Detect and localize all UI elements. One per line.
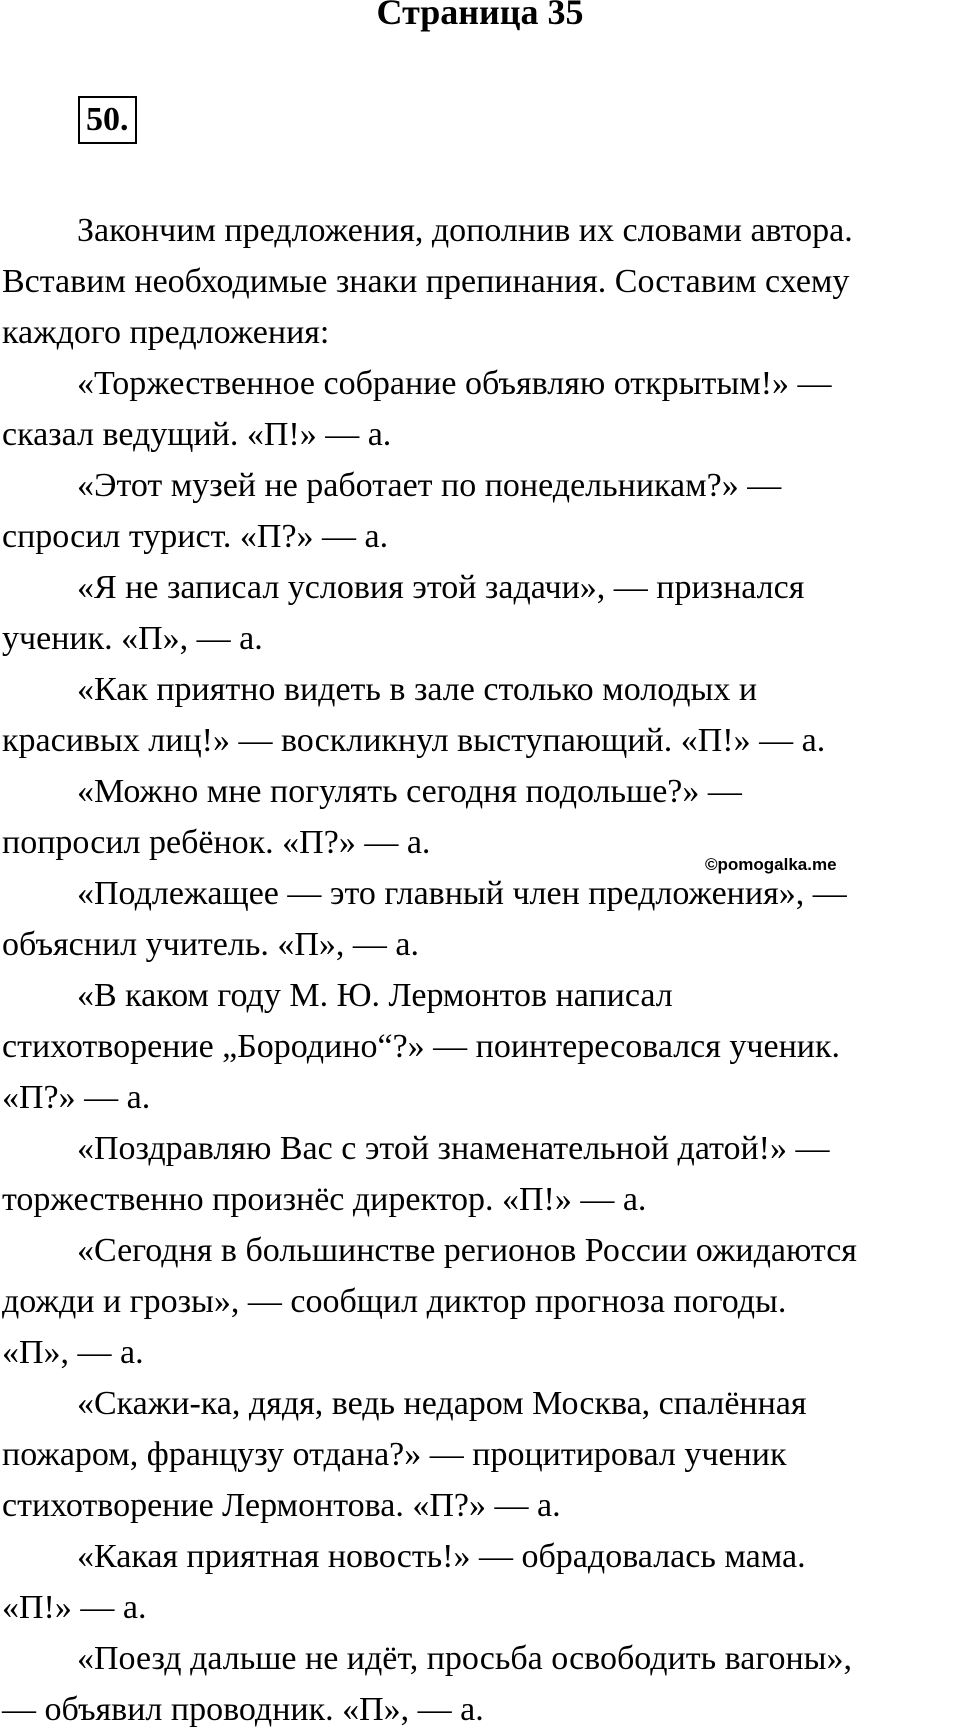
text-line: красивых лиц!» — воскликнул выступающий. «П!» — а. [2, 722, 826, 759]
sentence-paragraph [2, 460, 960, 562]
sentence-paragraph [2, 868, 960, 970]
text-line: «Этот музей не работает по понедельникам?» — [77, 467, 782, 504]
text-line: — объявил проводник. «П», — а. [2, 1691, 484, 1728]
text-line: «Как приятно видеть в зале столько молодых и [77, 671, 758, 708]
sentence-paragraph [2, 766, 960, 868]
sentence-paragraph [2, 1633, 960, 1735]
sentence-paragraph [2, 562, 960, 664]
text-line: «Какая приятная новость!» — обрадовалась мама. [77, 1538, 806, 1575]
text-line: «Я не записал условия этой задачи», — признался [77, 569, 805, 606]
document-body [2, 205, 960, 1735]
sentence-paragraph [2, 664, 960, 766]
text-line: каждого предложения: [2, 314, 330, 351]
text-line: «Поздравляю Вас с этой знаменательной датой!» — [77, 1130, 830, 1167]
text-line: дожди и грозы», — сообщил диктор прогноза погоды. [2, 1283, 787, 1320]
sentence-paragraph [2, 1123, 960, 1225]
sentence-paragraph [2, 970, 960, 1123]
text-line: «Скажи-ка, дядя, ведь недаром Москва, спалённая [77, 1385, 807, 1422]
text-line: стихотворение Лермонтова. «П?» — а. [2, 1487, 561, 1524]
text-line: «П!» — а. [2, 1589, 147, 1626]
watermark: ©pomogalka.me [705, 855, 837, 874]
text-line: Вставим необходимые знаки препинания. Составим схему [2, 263, 850, 300]
intro-paragraph [2, 205, 960, 358]
task-number: 50. [78, 96, 137, 144]
text-line: «П?» — а. [2, 1079, 151, 1116]
text-line: ученик. «П», — а. [2, 620, 263, 657]
sentence-list [2, 358, 960, 1735]
text-line: «В каком году М. Ю. Лермонтов написал [77, 977, 673, 1014]
text-line: спросил турист. «П?» — а. [2, 518, 389, 555]
text-line: «Подлежащее — это главный член предложения», — [77, 875, 847, 912]
text-line: пожаром, французу отдана?» — процитировал ученик [2, 1436, 787, 1473]
text-line: попросил ребёнок. «П?» — а. [2, 824, 431, 861]
text-line: сказал ведущий. «П!» — а. [2, 416, 392, 453]
sentence-paragraph [2, 358, 960, 460]
text-line: «П», — а. [2, 1334, 144, 1371]
text-line: объяснил учитель. «П», — а. [2, 926, 419, 963]
text-line: Закончим предложения, дополнив их словами автора. [77, 212, 853, 249]
page-title: Страница 35 [376, 0, 584, 32]
text-line: торжественно произнёс директор. «П!» — а. [2, 1181, 647, 1218]
sentence-paragraph [2, 1378, 960, 1531]
text-line: «Торжественное собрание объявляю открытым!» — [77, 365, 832, 402]
text-line: «Можно мне погулять сегодня подольше?» — [77, 773, 742, 810]
sentence-paragraph [2, 1531, 960, 1633]
sentence-paragraph [2, 1225, 960, 1378]
text-line: «Сегодня в большинстве регионов России ожидаются [77, 1232, 857, 1269]
text-line: «Поезд дальше не идёт, просьба освободить вагоны», [77, 1640, 852, 1677]
text-line: стихотворение „Бородино“?» — поинтересовался ученик. [2, 1028, 841, 1065]
